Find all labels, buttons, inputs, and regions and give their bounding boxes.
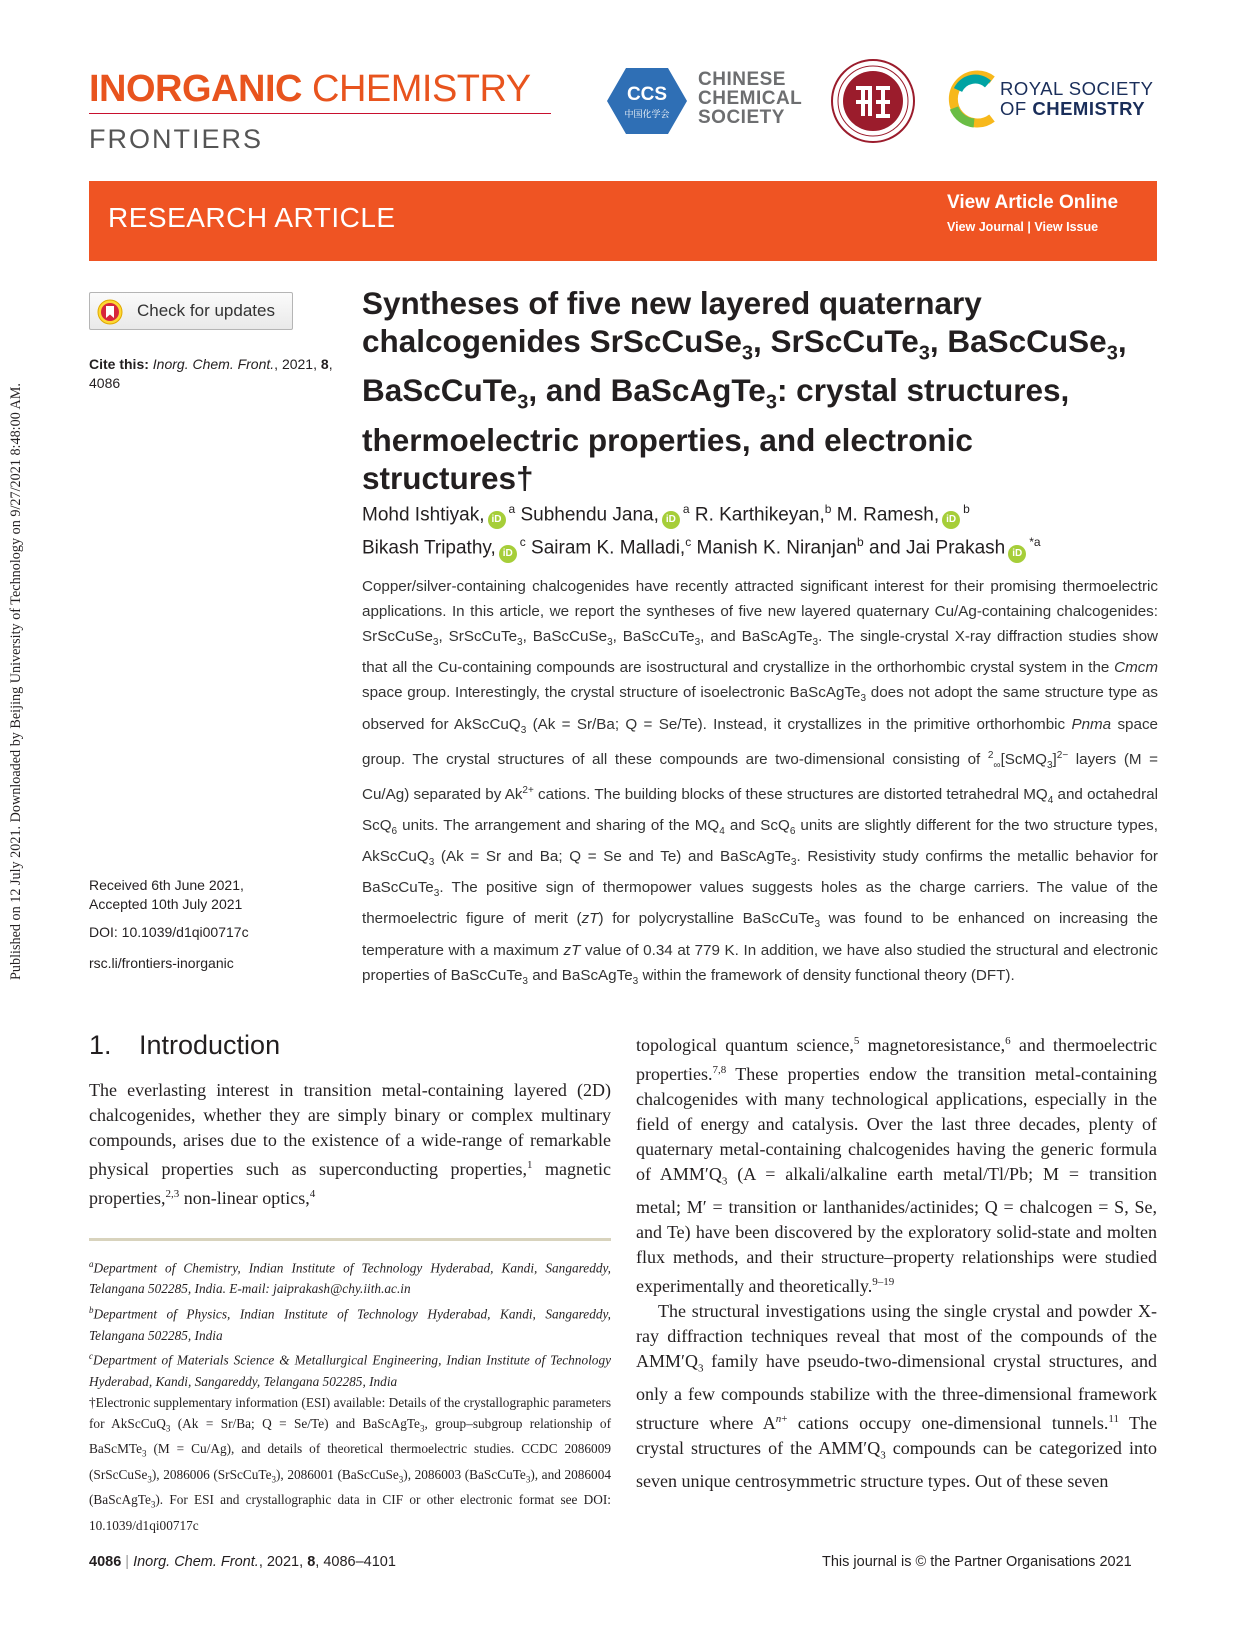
copyright-notice: This journal is © the Partner Organisations 2021	[822, 1554, 1132, 1570]
author-affiliation: b	[857, 535, 864, 550]
footnotes	[89, 1254, 611, 1537]
abstract: Copper/silver-containing chalcogenides have recently attracted significant interest for their promising thermoelectric applications. In this article, we report the syntheses of five new layered quaternary Cu/Ag-containing chalcogenides: SrScCuSe$_3$, SrScCuTe$_3$, BaScCuSe$_3$, BaScCuTe$_3$, and BaScAgTe$_3$. The single-crystal X-ray diffraction studies show that all the Cu-containing compounds are isostructural and crystallize in the orthorhombic crystal system in the Cmcm space group. Interestingly, the crystal structure of isoelectronic BaScAgTe$_3$ does not adopt the same structure type as observed for AkScCuQ$_3$ (Ak = Sr/Ba; Q = Se/Te). Instead, it crystallizes in the primitive orthorhombic Pnma space group. The crystal structures of all these compounds are two-dimensional consisting of $^2_\infty$[ScMQ$_3$]$^{2-}$ layers (M = Cu/Ag) separated by $Ak^{2+}$ cations. The building blocks of these structures are distorted tetrahedral $MQ_4$ and octahedral ScQ$_6$ units. The arrangement and sharing of the $MQ_4$ and ScQ$_6$ units are slightly different for the two structure types, AkScCuQ$_3$ (Ak = Sr and Ba; Q = Se and Te) and BaScAgTe$_3$. Resistivity study confirms the metallic behavior for BaScCuTe$_3$. The positive sign of thermopower values suggests holes as the charge carriers. The value of the thermoelectric figure of merit (zT) for polycrystalline BaScCuTe$_3$ was found to be enhanced on increasing the temperature with a maximum zT value of 0.34 at 779 K. In addition, we have also studied the structural and electronic properties of BaScCuTe$_3$ and BaScAgTe$_3$ within the framework of density functional theory (DFT).	[362, 578, 1159, 987]
affiliation-b: $^b$Department of Physics, Indian Institute of Technology Hyderabad, Kandi, Sangareddy, Telangana 502285, India	[89, 1305, 611, 1343]
journal-subtitle: FRONTIERS	[89, 124, 264, 154]
article-title	[362, 285, 1152, 497]
footer-pages: , 4086–4101	[315, 1554, 396, 1570]
check-for-updates-label: Check for updates	[137, 301, 275, 320]
ccs-name	[698, 70, 802, 127]
esi-note: †Electronic supplementary information (ESI) available: Details of the crystallographic parameters for AkScCuQ$_3$ (Ak = Sr/Ba; Q = Se/Te) and BaScAgTe$_3$, group–subgroup relationship of BaScMTe$_3$ (M = Cu/Ag), and details of theoretical thermoelectric studies. CCDC 2086009 (SrScCuSe$_3$), 2086006 (SrScCuTe$_3$), 2086001 (BaScCuSe$_3$), 2086003 (BaScCuTe$_3$), and 2086004 (BaScAgTe$_3$). For ESI and crystallographic data in CIF or other electronic format see DOI: 10.1039/d1qi00717c	[89, 1394, 611, 1533]
cite-volume: 8	[320, 356, 329, 372]
journal-link[interactable]: rsc.li/frontiers-inorganic	[89, 955, 234, 971]
footer-journal: Inorg. Chem. Front.	[133, 1554, 259, 1570]
citation	[89, 355, 339, 393]
author-list	[362, 496, 1162, 563]
view-links	[947, 220, 1098, 234]
orcid-icon[interactable]: iD	[942, 511, 960, 529]
view-issue-link[interactable]: View Issue	[1034, 220, 1099, 234]
ccs-badge-text: CCS	[626, 84, 668, 105]
download-note	[6, 280, 26, 980]
author-affiliation: b	[824, 502, 832, 516]
title-segment: BaScCuTe	[362, 372, 518, 409]
footer-volume: 8	[307, 1554, 316, 1570]
download-note-text: Published on 12 July 2021. Downloaded by Beijing University of Technology on 9/27/2021 8:48:00 AM.	[8, 383, 24, 980]
cite-label: Cite this:	[89, 356, 149, 372]
bookmark-icon	[97, 299, 123, 325]
body-text-right: topological quantum science,$^5$ magnetoresistance,$^6$ and thermoelectric properties.$^{7,8}$ These properties endow the transition metal-containing chalcogenides with many technological applications, especially in the field of energy and catalysis. Over the last three decades, plenty of quaternary metal-containing chalcogenides having the generic formula of $AMM'Q_3$ (A = alkali/alkaline earth metal/Tl/Pb; M = transition metal; M′ = transition or lanthanides/actinides; Q = chalcogen = S, Se, and Te) have been discovered by the exploratory solid-state and molten flux methods, and their structure–property relationships were studied experimentally and theoretically.$^{9-19}$ The structural investigations using the single crystal and powder X-ray diffraction techniques reveal that most of the compounds of the $AMM'Q_3$ family have pseudo-two-dimensional crystal structures, and only a few compounds stabilize with the three-dimensional framework structure where $A^{n+}$ cations occupy one-dimensional tunnels.$^{11}$ The crystal structures of the $AMM'Q_3$ compounds can be categorized into seven unique centrosymmetric structure types. Out of these seven	[636, 1035, 1157, 1491]
footer-year: , 2021,	[258, 1554, 308, 1570]
orcid-icon[interactable]: iD	[662, 511, 680, 529]
ccs-name-line: SOCIETY	[698, 107, 785, 128]
author-affiliation: *a	[1029, 535, 1041, 550]
author-name: M. Ramesh,	[836, 504, 940, 526]
rsc-name-line2-bold: CHEMISTRY	[1032, 98, 1146, 119]
journal-title-rule	[89, 113, 551, 114]
author-name: and Jai Prakash	[869, 537, 1006, 559]
author-affiliation: b	[963, 502, 970, 516]
orcid-icon[interactable]: iD	[488, 511, 506, 529]
author-name: Manish K. Niranjan	[696, 537, 858, 559]
doi: DOI: 10.1039/d1qi00717c	[89, 924, 249, 940]
journal-title	[89, 67, 531, 111]
journal-title-part2: CHEMISTRY	[312, 68, 531, 110]
author-name: Subhendu Jana,	[520, 504, 659, 526]
title-segment: chalcogenides SrScCuSe	[362, 322, 742, 359]
rsc-name-line2	[1000, 99, 1154, 119]
accepted-date: Accepted 10th July 2021	[89, 896, 243, 912]
author-affiliation: c	[519, 535, 526, 550]
journal-title-part1: INORGANIC	[89, 68, 302, 110]
article-type-label: RESEARCH ARTICLE	[108, 202, 396, 233]
section-number: 1.	[89, 1030, 112, 1060]
section-heading	[89, 1030, 280, 1061]
title-line: thermoelectric properties, and electronic	[362, 422, 973, 459]
ccs-logo-icon	[606, 67, 688, 135]
view-links-separator: |	[1027, 220, 1031, 234]
view-article-online-link[interactable]: View Article Online	[947, 192, 1119, 213]
affiliation-a: $^a$Department of Chemistry, Indian Institute of Technology Hyderabad, Kandi, Sangareddy, Telangana 502285, India. E-mail: jaiprakash@chy.iith.ac.in	[89, 1259, 611, 1297]
author-affiliation: a	[682, 502, 690, 516]
author-affiliation: c	[685, 535, 692, 550]
peking-university-seal-icon	[830, 58, 916, 144]
check-for-updates-button[interactable]	[89, 292, 293, 330]
footnote-divider	[89, 1238, 611, 1241]
cite-year: , 2021,	[274, 356, 317, 372]
received-dates	[89, 876, 244, 914]
orcid-icon[interactable]: iD	[499, 545, 517, 563]
author-name: R. Karthikeyan,	[694, 504, 825, 526]
received-date: Received 6th June 2021,	[89, 877, 244, 893]
cite-page: , 4086	[89, 356, 333, 391]
page-number: 4086	[89, 1554, 122, 1570]
body-text-left: The everlasting interest in transition metal-containing layered (2D) chalcogenides, whether they are simply binary or complex multinary compounds, arises due to the existence of a wide-range of remarkable physical properties such as superconducting properties,$^1$ magnetic properties,$^{2,3}$ non-linear optics,$^4$	[89, 1080, 611, 1208]
view-journal-link[interactable]: View Journal	[947, 220, 1024, 234]
rsc-name-line1: ROYAL SOCIETY	[1000, 78, 1154, 99]
page-footer-citation: 4086 | Inorg. Chem. Front., 2021, 8, 4086–4101	[89, 1554, 396, 1570]
title-line: structures†	[362, 459, 534, 496]
cite-journal: Inorg. Chem. Front.	[152, 356, 275, 372]
rsc-logo-icon	[944, 68, 1006, 130]
rsc-name	[1000, 79, 1154, 119]
title-line: BaScCuTe$_3$, and BaScAgTe$_3$: crystal structures,	[362, 372, 1070, 414]
author-name: Mohd Ishtiyak,	[362, 504, 485, 526]
author-name: Sairam K. Malladi,	[531, 537, 686, 559]
affiliation-c: $^c$Department of Materials Science & Metallurgical Engineering, Indian Institute of Technology Hyderabad, Kandi, Sangareddy, Telangana 502285, India	[89, 1351, 611, 1389]
ccs-name-line: CHEMICAL	[698, 88, 803, 109]
ccs-name-line: CHINESE	[698, 69, 786, 90]
author-name: Bikash Tripathy,	[362, 537, 496, 559]
ccs-badge-cn: 中国化学会	[624, 110, 670, 120]
title-line: chalcogenides SrScCuSe$_3$, SrScCuTe$_3$, BaScCuSe$_3$,	[362, 322, 1127, 364]
rsc-name-line2-pre: OF	[1000, 98, 1033, 119]
section-title: Introduction	[139, 1030, 281, 1060]
title-line: Syntheses of five new layered quaternary	[362, 285, 982, 321]
author-affiliation: a	[508, 502, 516, 516]
orcid-icon[interactable]: iD	[1008, 545, 1026, 563]
